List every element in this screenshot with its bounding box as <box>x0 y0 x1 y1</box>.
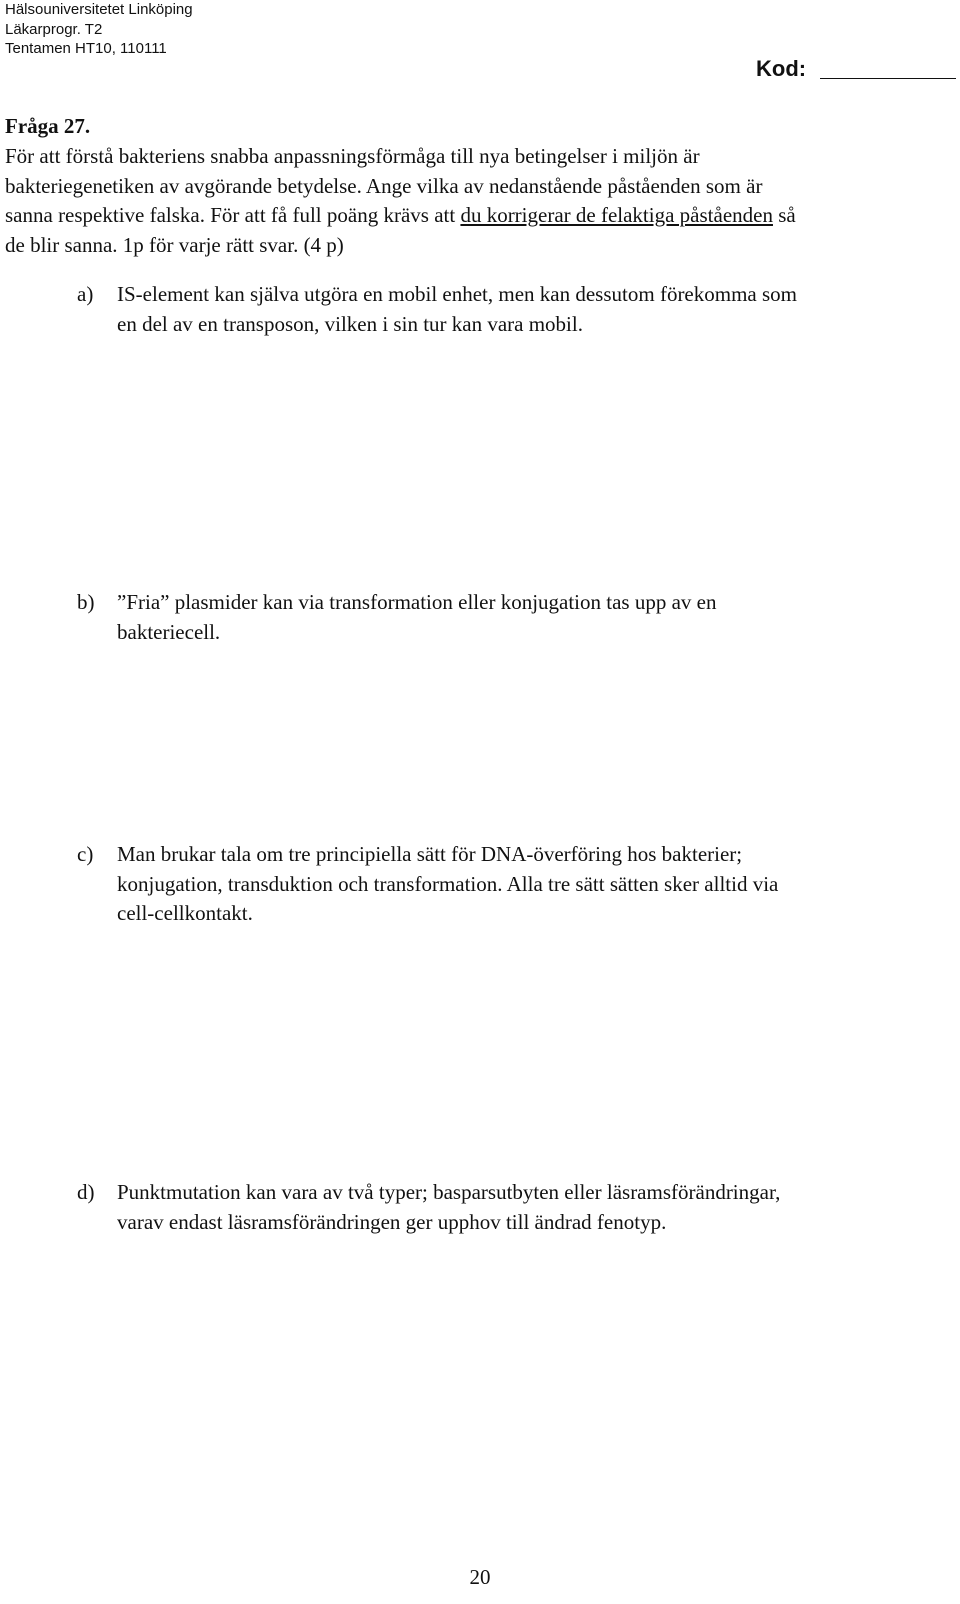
statement-letter: b) <box>77 590 95 614</box>
intro-line <box>5 201 955 231</box>
intro-text: sanna respektive falska. För att få full poäng krävs att <box>5 203 461 227</box>
page-number: 20 <box>469 1565 491 1589</box>
statement-text <box>117 840 937 929</box>
statement-text <box>117 280 937 339</box>
question-title: Fråga 27. <box>5 114 91 138</box>
intro-line: de blir sanna. 1p för varje rätt svar. (4 p) <box>5 232 344 257</box>
intro-line: För att förstå bakteriens snabba anpassningsförmåga till nya betingelser i miljön är <box>5 144 700 168</box>
statement-line: Punktmutation kan vara av två typer; basparsutbyten eller läsramsförändringar, <box>117 1180 781 1204</box>
statement-text <box>117 588 937 647</box>
statement-letter: d) <box>77 1180 95 1204</box>
code-label: Kod: <box>756 56 807 81</box>
document-header <box>5 0 193 59</box>
statement-line: Man brukar tala om tre principiella sätt för DNA-överföring hos bakterier; <box>117 842 743 866</box>
question-intro <box>5 142 955 260</box>
statement-line: bakteriecell. <box>117 619 221 644</box>
intro-text: så <box>772 203 796 227</box>
exam-name: Tentamen HT10, 110111 <box>5 40 167 57</box>
statement-line: en del av en transposon, vilken i sin tur kan vara mobil. <box>117 311 583 336</box>
statement-text <box>117 1178 937 1237</box>
statement-c <box>77 840 937 929</box>
code-answer-line[interactable] <box>820 78 956 79</box>
statement-line: konjugation, transduktion och transformation. Alla tre sätt sätten sker alltid via <box>117 871 779 896</box>
statement-d <box>77 1178 937 1237</box>
institution-name: Hälsouniversitetet Linköping <box>5 1 193 18</box>
intro-line: bakteriegenetiken av avgörande betydelse. Ange vilka av nedanstående påståenden som är <box>5 173 763 198</box>
statement-b <box>77 588 937 647</box>
statement-line: IS-element kan själva utgöra en mobil enhet, men kan dessutom förekomma som <box>117 282 797 306</box>
statement-letter: c) <box>77 842 94 866</box>
course-name: Läkarprogr. T2 <box>5 20 103 38</box>
statement-line: cell-cellkontakt. <box>117 901 253 925</box>
statement-a <box>77 280 937 339</box>
statement-line: ”Fria” plasmider kan via transformation eller konjugation tas upp av en <box>117 590 717 614</box>
underlined-instruction: du korrigerar de felaktiga påståenden <box>460 203 773 227</box>
statement-letter: a) <box>77 282 94 306</box>
statement-line: varav endast läsramsförändringen ger upphov till ändrad fenotyp. <box>117 1209 667 1234</box>
